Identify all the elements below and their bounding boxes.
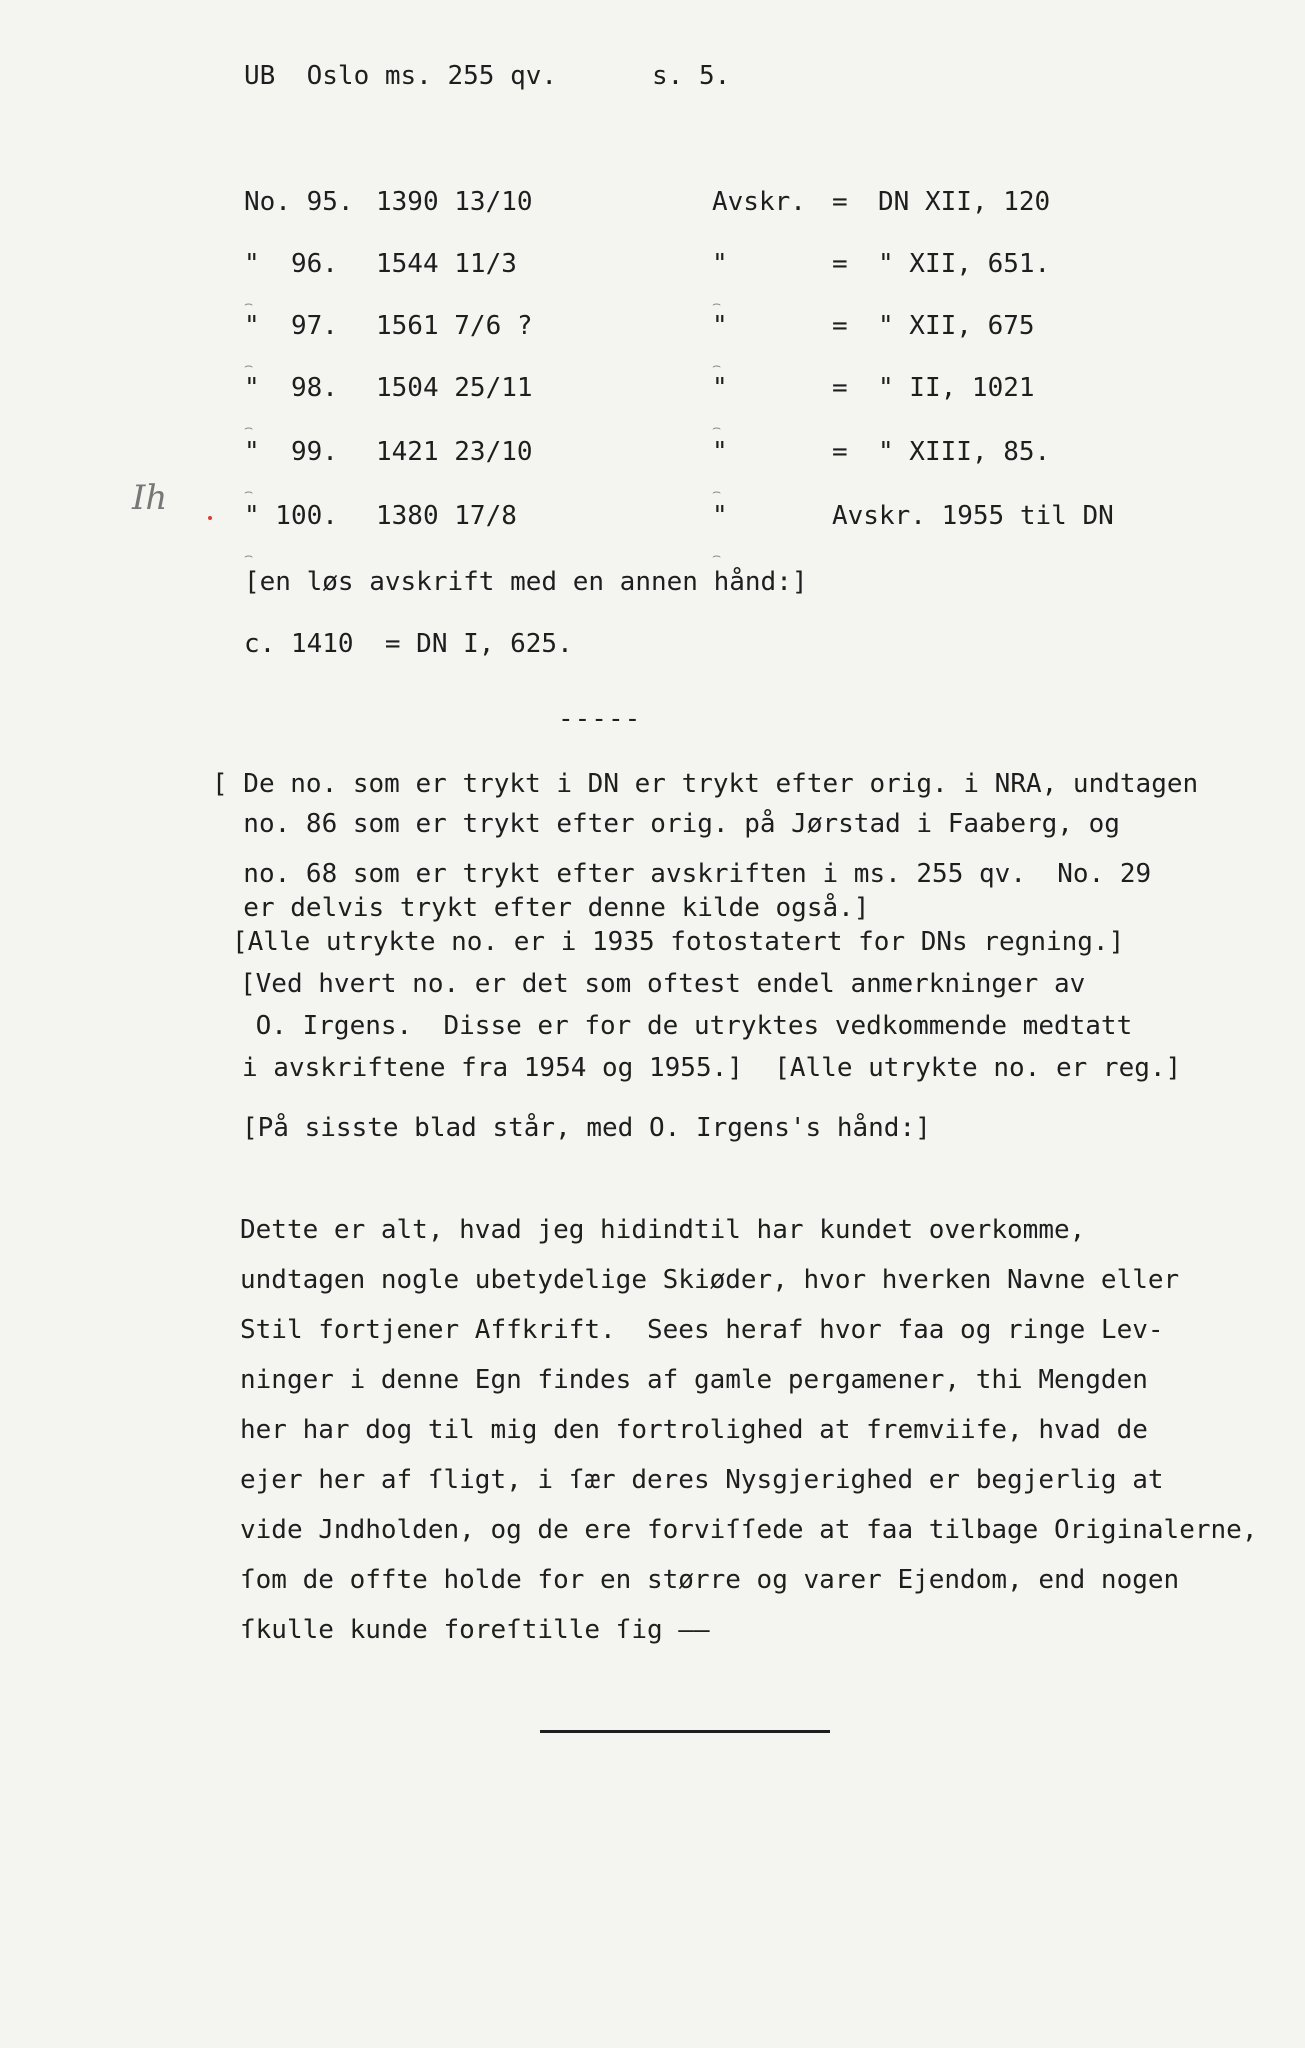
quote-line: Stil fortjener Affkrift. Sees heraf hvor faa og ringe Lev- [240, 1315, 1164, 1345]
entry-number: No. 95. [244, 187, 354, 217]
entry-date: 1380 17/8 [376, 501, 517, 531]
quote-line: Dette er alt, hvad jeg hidindtil har kundet overkomme, [240, 1215, 1086, 1245]
page-number: s. 5. [652, 61, 731, 91]
entry-reference: Avskr. 1955 til DN [832, 501, 1114, 531]
entry-number: " 100. [244, 501, 338, 531]
entry-reference: " XII, 675 [878, 311, 1035, 341]
entry-number: " 96. [244, 249, 338, 279]
note-line: no. 68 som er trykt efter avskriften i ms. 255 qv. No. 29 [212, 859, 1152, 889]
entry-equals: = [832, 437, 848, 467]
entry-type: " [712, 373, 728, 403]
ditto-tick: ⌢ [712, 420, 722, 436]
quote-line: ſom de offte holde for en større og varer Ejendom, end nogen [240, 1565, 1180, 1595]
closing-rule [540, 1730, 830, 1733]
note-line: [På sisste blad står, med O. Irgens's hånd:] [242, 1113, 931, 1143]
entry-type: " [712, 437, 728, 467]
note-line: [ De no. som er trykt i DN er trykt efter orig. i NRA, undtagen [212, 769, 1199, 799]
entry-type: Avskr. [712, 187, 806, 217]
ditto-tick: ⌢ [712, 484, 722, 500]
entry-equals: = [832, 311, 848, 341]
quote-line: ejer her af ſligt, i ſær deres Nysgjerighed er begjerlig at [240, 1465, 1164, 1495]
loose-copy-note: [en løs avskrift med en annen hånd:] [244, 567, 808, 597]
red-mark [208, 516, 212, 520]
quote-line: her har dog til mig den fortrolighed at fremviife, hvad de [240, 1415, 1148, 1445]
entry-reference: " XII, 651. [878, 249, 1051, 279]
entry-number: " 99. [244, 437, 338, 467]
entry-equals: = [832, 249, 848, 279]
entry-type: " [712, 249, 728, 279]
quote-line: ninger i denne Egn findes af gamle pergamener, thi Mengden [240, 1365, 1148, 1395]
ditto-tick: ⌢ [712, 548, 722, 564]
entry-date: 1390 13/10 [376, 187, 533, 217]
entry-reference: DN XII, 120 [878, 187, 1051, 217]
entry-type: " [712, 311, 728, 341]
entry-date: 1544 11/3 [376, 249, 517, 279]
quote-line: undtagen nogle ubetydelige Skiøder, hvor hverken Navne eller [240, 1265, 1180, 1295]
quote-line: ſkulle kunde foreſtille ſig —— [240, 1615, 710, 1645]
entry-date: 1421 23/10 [376, 437, 533, 467]
entry-type: " [712, 501, 728, 531]
margin-annotation: Ih [132, 478, 168, 518]
ditto-tick: ⌢ [244, 548, 254, 564]
entry-reference: " II, 1021 [878, 373, 1035, 403]
note-line: O. Irgens. Disse er for de utryktes vedkommende medtatt [240, 1011, 1133, 1041]
ditto-tick: ⌢ [244, 358, 254, 374]
source-reference: UB Oslo ms. 255 qv. [244, 61, 558, 91]
quote-line: vide Jndholden, og de ere forviſſede at faa tilbage Originalerne, [240, 1515, 1258, 1545]
ditto-tick: ⌢ [244, 296, 254, 312]
entry-date: 1561 7/6 ? [376, 311, 533, 341]
entry-number: " 97. [244, 311, 338, 341]
note-line: i avskriftene fra 1954 og 1955.] [Alle utrykte no. er reg.] [242, 1053, 1182, 1083]
entry-number: " 98. [244, 373, 338, 403]
entry-date: 1504 25/11 [376, 373, 533, 403]
ditto-tick: ⌢ [244, 484, 254, 500]
ditto-tick: ⌢ [244, 420, 254, 436]
note-line: [Ved hvert no. er det som oftest endel anmerkninger av [240, 969, 1086, 999]
entry-reference: " XIII, 85. [878, 437, 1051, 467]
loose-copy-reference: c. 1410 = DN I, 625. [244, 629, 573, 659]
ditto-tick: ⌢ [712, 296, 722, 312]
note-line: er delvis trykt efter denne kilde også.] [212, 893, 870, 923]
separator: ----- [558, 704, 642, 734]
ditto-tick: ⌢ [712, 358, 722, 374]
note-line: [Alle utrykte no. er i 1935 fotostatert for DNs regning.] [232, 927, 1125, 957]
entry-equals: = [832, 187, 848, 217]
entry-equals: = [832, 373, 848, 403]
note-line: no. 86 som er trykt efter orig. på Jørstad i Faaberg, og [212, 809, 1120, 839]
